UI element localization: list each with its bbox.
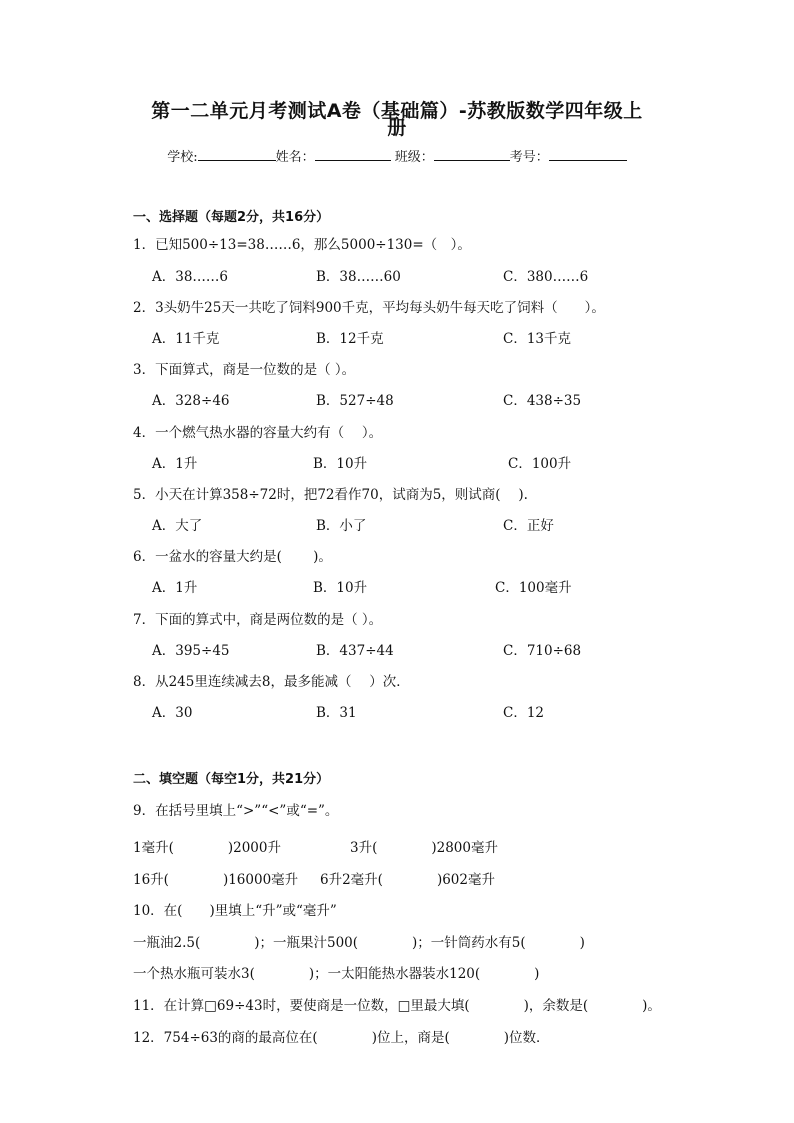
option-a[interactable]: A．1升 [152,456,198,472]
question-stem: 5．小天在计算358÷72时，把72看作70，试商为5，则试商( ). [133,487,528,503]
class-label: 班级： [394,150,434,165]
option-c[interactable]: C．12 [503,705,545,721]
option-a[interactable]: A．30 [152,705,193,721]
question-stem[interactable]: 11．在计算□69÷43时，要使商是一位数，□里最大填( )，余数是( )。 [133,998,661,1014]
exam-no-blank[interactable] [549,147,627,161]
option-c[interactable]: C．380……6 [503,269,589,285]
question-stem[interactable]: 12．754÷63的商的最高位在( )位上，商是( )位数． [133,1030,550,1046]
option-a[interactable]: A．大了 [152,518,203,534]
school-blank[interactable] [198,147,276,161]
option-c[interactable]: C．100升 [508,456,572,472]
compare-item[interactable]: 1毫升( )2000升 [133,840,281,856]
question-stem: 2．3头奶牛25天一共吃了饲料900千克，平均每头奶牛每天吃了饲料（ ）。 [133,300,605,316]
question-stem: 8．从245里连续减去8，最多能减（ ）次． [133,674,410,690]
exam-title-line2: 册 [387,117,407,139]
option-c[interactable]: C．13千克 [503,331,572,347]
option-b[interactable]: B．10升 [313,456,368,472]
exam-title-line1: 第一二单元月考测试A卷（基础篇）-苏教版数学四年级上 [151,100,643,122]
question-stem: 7．下面的算式中，商是两位数的是（ ）。 [133,612,383,628]
option-c[interactable]: C．438÷35 [503,393,582,409]
class-blank[interactable] [434,147,510,161]
compare-item[interactable]: 16升( )16000毫升 [133,872,299,888]
option-c[interactable]: C．100毫升 [495,580,572,596]
option-b[interactable]: B．10升 [313,580,368,596]
question-stem: 3．下面算式，商是一位数的是（ ）。 [133,362,356,378]
compare-item[interactable]: 3升( )2800毫升 [350,840,498,856]
option-a[interactable]: A．328÷46 [152,393,230,409]
option-b[interactable]: B．12千克 [316,331,384,347]
school-label: 学校: [167,150,198,165]
compare-item[interactable]: 6升2毫升( )602毫升 [320,872,495,888]
fill-line[interactable]: 一个热水瓶可装水3( )；一太阳能热水器装水120( ) [133,966,540,982]
option-c[interactable]: C．710÷68 [503,643,582,659]
option-b[interactable]: B．437÷44 [316,643,394,659]
question-stem: 9．在括号里填上“>”“<”或“=”。 [133,803,339,819]
name-label: 姓名： [275,150,315,165]
option-b[interactable]: B．31 [316,705,357,721]
option-c[interactable]: C．正好 [503,518,554,534]
option-b[interactable]: B．527÷48 [316,393,394,409]
option-a[interactable]: A．11千克 [152,331,220,347]
option-b[interactable]: B．小了 [316,518,367,534]
question-stem: 10．在( )里填上“升”或“毫升” [133,903,337,919]
option-a[interactable]: A．38……6 [152,269,229,285]
question-stem: 4．一个燃气热水器的容量大约有（ ）。 [133,425,383,441]
question-stem: 1．已知500÷13=38……6，那么5000÷130=（ ）。 [133,237,471,253]
fill-line[interactable]: 一瓶油2.5( )；一瓶果汁500( )；一针筒药水有5( ) [133,935,585,951]
option-a[interactable]: A．1升 [152,580,198,596]
student-info-row [0,146,794,165]
option-b[interactable]: B．38……60 [316,269,401,285]
exam-no-label: 考号： [509,150,549,165]
name-blank[interactable] [315,147,391,161]
option-a[interactable]: A．395÷45 [152,643,230,659]
question-stem: 6．一盆水的容量大约是( )。 [133,549,332,565]
section-heading-choice: 一、选择题（每题2分，共16分） [133,210,330,225]
section-heading-fill: 二、填空题（每空1分，共21分） [133,772,330,787]
